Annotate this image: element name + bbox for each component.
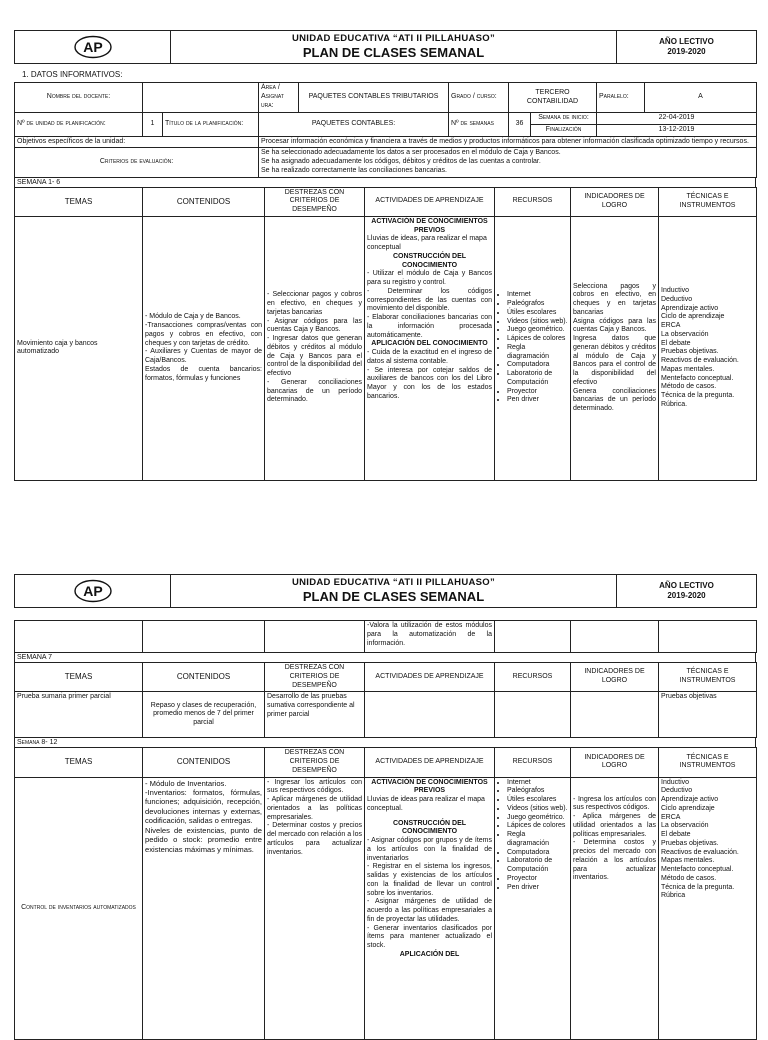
area-label: Área / Asignat ura: (259, 83, 299, 113)
col-tecnicas: TÉCNICAS E INSTRUMENTOS (659, 187, 757, 216)
school-logo-cell (15, 575, 171, 608)
w7-tecnicas: Pruebas objetivas (659, 692, 757, 738)
w8-tecnicas: Inductivo Deductivo Aprendizaje activo Ciclo aprendizaje ERCA La observación El debate Pruebas objetivas. Reactivos de evaluación. Mapas mentales. Mentefacto conceptual. Método de casos. Técnica de la pregunta. Rúbrica (659, 777, 757, 1039)
year-value: 2019-2020 (667, 47, 706, 56)
recurso-item: • Laboratorio de Computación (507, 370, 568, 388)
act-text-3: - Cuida de la exactitud en el ingreso de datos al sistema contable. - Se interesa por cotejar saldos de auxiliares de bancos con los del Libro Mayor y con los de los estados bancarios. (367, 349, 492, 400)
col-contenidos: CONTENIDOS (143, 748, 265, 777)
titulo-label: Título de la planificación: (163, 113, 259, 137)
col-indicadores: INDICADORES DE LOGRO (571, 663, 659, 692)
recurso-item: • Regla diagramación (507, 344, 568, 362)
plan-title: PLAN DE CLASES SEMANAL (302, 44, 485, 60)
act-text-2: - Utilizar el módulo de Caja y Bancos para su registro y control. - Determinar los códigos correspondientes de las cuentas con movimiento del disponible. - Elaborar conciliaciones bancarias con la información procesada automáticamente. (367, 270, 492, 339)
unidad-value: 1 (143, 113, 163, 137)
w8-actividades (365, 777, 495, 1039)
year-label: AÑO LECTIVO (659, 36, 714, 46)
objetivos-value: Procesar información económica y financiera a través de medios y productos informáticos para obtener información clasificada optimizado tiempo y recursos. (259, 136, 757, 148)
docente-label: Nombre del docente: (15, 83, 143, 113)
semanas-value: 36 (509, 113, 531, 137)
contenidos-cell: - Módulo de Caja y de Bancos. -Transacciones compras/ventas con pagos y cobros en efectivo, con cheques y con tarjetas de crédito. - Auxiliares y Cuentas de mayor de Caja/Bancos. Estados de cuenta bancarios: formatos, fórmulas y funciones (143, 216, 265, 480)
inicio-label: Semana de inicio: (531, 113, 597, 125)
recurso-item: • Computadora (507, 849, 568, 858)
tema-cell: Movimiento caja y bancos automatizado (15, 216, 143, 480)
col-actividades: ACTIVIDADES DE APRENDIZAJE (365, 187, 495, 216)
criterios-list (259, 148, 757, 177)
col-indicadores: INDICADORES DE LOGRO (571, 748, 659, 777)
recurso-item: • Paleógrafos (507, 787, 568, 796)
svg-text:AP: AP (82, 583, 103, 599)
col-tecnicas: TÉCNICAS E INSTRUMENTOS (659, 748, 757, 777)
recurso-item: • Proyector (507, 388, 568, 397)
col-destrezas: DESTREZAS CON CRITERIOS DE DESEMPEÑO (265, 748, 365, 777)
titulo-value: PAQUETES CONTABLES: (259, 113, 449, 137)
col-recursos: RECURSOS (495, 748, 571, 777)
act-text-2: - Asignar códigos por grupos y de ítems a los artículos con la finalidad de inventariarlos - Registrar en el sistema los ingresos, salidas y existencias de los artículos con la finalidad de llevar un control sobre los inventarios. - Asignar márgenes de utilidad de acuerdo a las políticas empresariales a fin de proyectar las utilidades. - Generar inventarios clasificados por ítems para mantener actualizado el stock. (367, 837, 492, 949)
page-1 (14, 30, 756, 481)
recurso-item: • Proyector (507, 875, 568, 884)
year-label: AÑO LECTIVO (659, 580, 714, 590)
fin-value: 13-12-2019 (597, 124, 757, 136)
recursos-cell (495, 216, 571, 480)
plan-title: PLAN DE CLASES SEMANAL (302, 588, 485, 604)
w8-contenidos: - Módulo de Inventarios. -Inventarios: formatos, fórmulas, funciones; adquisición, recepción, devoluciones internas y externas, codificación, salidas o entregas. Niveles de existencias, punto de pedido o stock: promedio entre existencias máximas y mínimas. (143, 777, 265, 1039)
section-title: 1. DATOS INFORMATIVOS: (22, 70, 123, 79)
w7-tema: Prueba sumaria primer parcial (15, 692, 143, 738)
recurso-item: • Útiles escolares (507, 309, 568, 318)
recurso-item: • Útiles escolares (507, 796, 568, 805)
act-heading-2: CONSTRUCCIÓN DEL CONOCIMIENTO (392, 819, 467, 836)
carry-over-table (14, 620, 757, 653)
svg-text:AP: AP (82, 39, 103, 55)
w7-destrezas: Desarrollo de las pruebas sumativa correspondiente al primer parcial (265, 692, 365, 738)
tecnicas-cell: Inductivo Deductivo Aprendizaje activo Ciclo de aprendizaje ERCA La observación El debate Pruebas objetivas. Reactivos de evaluación. Mapas mentales. Mentefacto conceptual. Método de casos. Técnica de la pregunta. Rúbrica. (659, 216, 757, 480)
recurso-item: • Juego geométrico. (507, 326, 568, 335)
recurso-item: • Lápices de colores (507, 335, 568, 344)
recurso-item: • Videos (sitios web). (507, 805, 568, 814)
grado-value: TERCERO CONTABILIDAD (509, 83, 597, 113)
act-text-1: Lluvias de ideas, para realizar el mapa conceptual (367, 235, 487, 251)
w8-recursos (495, 777, 571, 1039)
criterio-1: Se ha seleccionado adecuadamente los datos a ser procesados en el módulo de Caja y Bancos. (261, 149, 561, 157)
criterio-2: Se ha asignado adecuadamente los códigos, débitos y créditos de las cuentas a controlar. (261, 158, 541, 165)
paralelo-value: A (645, 83, 757, 113)
recurso-item: • Internet (507, 779, 568, 788)
recurso-item: • Laboratorio de Computación (507, 857, 568, 875)
col-actividades: ACTIVIDADES DE APRENDIZAJE (365, 748, 495, 777)
act-heading-2: CONSTRUCCIÓN DEL CONOCIMIENTO (392, 252, 467, 269)
col-indicadores: INDICADORES DE LOGRO (571, 187, 659, 216)
col-destrezas: DESTREZAS CON CRITERIOS DE DESEMPEÑO (265, 663, 365, 692)
col-recursos: RECURSOS (495, 187, 571, 216)
actividades-cell (365, 216, 495, 480)
carry-over-text: -Valora la utilización de estos módulos para la automatización de la información. (365, 621, 495, 653)
col-recursos: RECURSOS (495, 663, 571, 692)
recurso-item: • Juego geométrico. (507, 814, 568, 823)
recurso-item: • Lápices de colores (507, 822, 568, 831)
year-value: 2019-2020 (667, 591, 706, 600)
w7-contenidos: Repaso y clases de recuperación, promedio menos de 7 del primer parcial (143, 692, 265, 738)
recurso-item: • Pen driver (507, 884, 568, 893)
inicio-value: 22-04-2019 (597, 113, 757, 125)
destrezas-cell: - Seleccionar pagos y cobros en efectivo, en cheques y tarjetas bancarias - Asignar códigos para las cuentas Caja y Bancos. - Ingresar datos que generan débitos y créditos al módulo de Caja y Bancos para el control de la disponibilidad del efectivo - Generar conciliaciones bancarias de un período determinado. (265, 216, 365, 480)
school-logo-cell (15, 31, 171, 64)
info-table (14, 82, 757, 178)
docente-value (143, 83, 259, 113)
col-contenidos: CONTENIDOS (143, 663, 265, 692)
criterio-3: Se ha realizado correctamente las conciliaciones bancarias. (261, 166, 447, 174)
indicadores-cell: Selecciona pagos y cobros en efectivo, en cheques y en tarjetas bancarias Asigna códigos para las cuentas Caja y Bancos. Ingresa datos que generan débitos y créditos al módulo de Caja y Bancos para el control de la disponibilidad del efectivo Genera conciliaciones bancarias de un período determinado. (571, 216, 659, 480)
fin-label: Finalización (531, 124, 597, 136)
col-temas: TEMAS (15, 663, 143, 692)
week-1-table (14, 187, 757, 481)
semanas-label: Nº de semanas (449, 113, 509, 137)
week-label: SEMANA 1- 6 (14, 178, 756, 187)
page-2 (14, 574, 756, 1040)
school-logo (73, 579, 113, 603)
area-value: PAQUETES CONTABLES TRIBUTARIOS (299, 83, 449, 113)
col-temas: TEMAS (15, 748, 143, 777)
recurso-item: • Paleógrafos (507, 300, 568, 309)
school-name: UNIDAD EDUCATIVA “ATI II PILLAHUASO” (291, 32, 496, 44)
act-heading-1: ACTIVACIÓN DE CONOCIMIENTOS PREVIOS (371, 778, 488, 795)
school-name: UNIDAD EDUCATIVA “ATI II PILLAHUASO” (291, 576, 496, 588)
act-text-1: Lluvias de ideas para realizar el mapa conceptual. (367, 796, 485, 812)
act-heading-3: APLICACIÓN DEL CONOCIMIENTO (371, 340, 488, 348)
document-header-2 (14, 574, 757, 608)
act-heading-3: APLICACIÓN DEL (399, 950, 460, 958)
recurso-item: • Internet (507, 291, 568, 300)
col-tecnicas: TÉCNICAS E INSTRUMENTOS (659, 663, 757, 692)
recurso-item: • Computadora (507, 361, 568, 370)
act-heading-1: ACTIVACIÓN DE CONOCIMIENTOS PREVIOS (371, 217, 488, 234)
week-7-table (14, 662, 757, 738)
objetivos-label: Objetivos específicos de la unidad: (15, 136, 259, 148)
recurso-item: • Pen driver (507, 396, 568, 405)
w8-destrezas: - Ingresar los artículos con sus respectivos códigos. - Aplicar márgenes de utilidad orientados a las políticas empresariales. - Determinar costos y precios del mercado con relación a los artículos para actualizar inventarios. (265, 777, 365, 1039)
col-temas: TEMAS (15, 187, 143, 216)
school-logo (73, 35, 113, 59)
col-contenidos: CONTENIDOS (143, 187, 265, 216)
recurso-item: • Videos (sitios web). (507, 318, 568, 327)
paralelo-label: Paralelo: (597, 83, 645, 113)
grado-label: Grado / curso: (449, 83, 509, 113)
week-8-label: Semana 8- 12 (14, 738, 756, 747)
unidad-label: Nº de unidad de planificación: (15, 113, 143, 137)
recurso-item: • Regla diagramación (507, 831, 568, 849)
col-destrezas: DESTREZAS CON CRITERIOS DE DESEMPEÑO (265, 187, 365, 216)
w8-indicadores: - Ingresa los artículos con sus respectivos códigos. - Aplica márgenes de utilidad orientados a las políticas empresariales. - Determina costos y precios del mercado con relación a los artículos para actualizar inventarios. (571, 777, 659, 1039)
criterios-label: Criterios de evaluación: (15, 148, 259, 177)
w8-tema: Control de inventarios automatizados (15, 777, 143, 1039)
document-header (14, 30, 757, 64)
week-8-table (14, 747, 757, 1039)
week-7-label: SEMANA 7 (14, 653, 756, 662)
col-actividades: ACTIVIDADES DE APRENDIZAJE (365, 663, 495, 692)
